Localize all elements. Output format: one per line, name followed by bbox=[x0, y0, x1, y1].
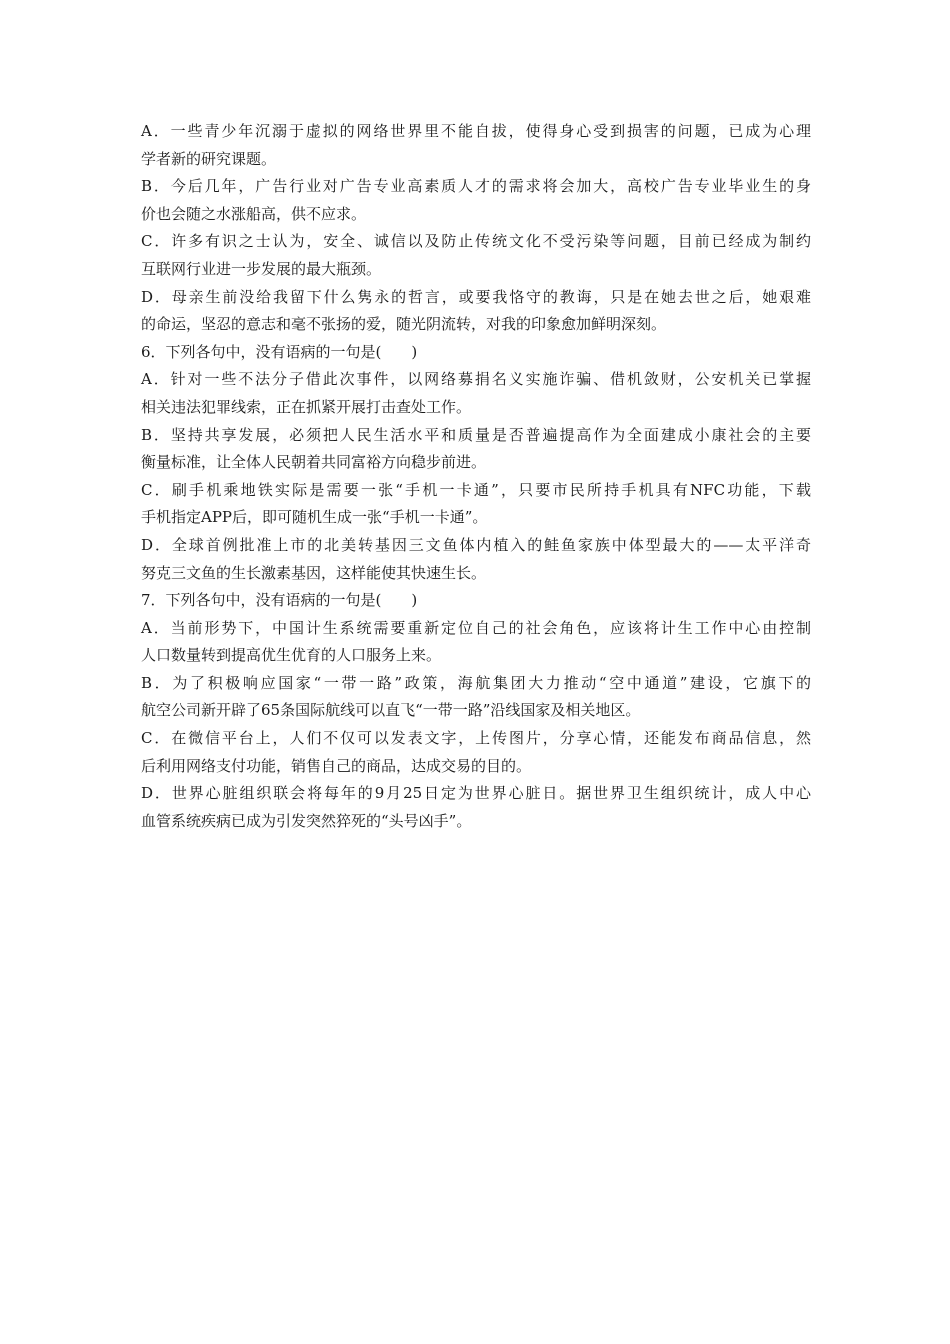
option-5c bbox=[141, 228, 811, 283]
question-7 bbox=[141, 587, 811, 615]
text-line: A．针对一些不法分子借此次事件，以网络募捐名义实施诈骗、借机敛财，公安机关已掌握 bbox=[141, 370, 811, 389]
text-line: B．坚持共享发展，必须把人民生活水平和质量是否普遍提高作为全面建成小康社会的主要 bbox=[141, 425, 811, 444]
option-6a bbox=[141, 366, 811, 421]
question-6 bbox=[141, 339, 811, 367]
option-6c bbox=[141, 477, 811, 532]
question-stem: 7．下列各句中，没有语病的一句是( ) bbox=[141, 591, 418, 610]
text-line: 的命运，坚忍的意志和毫不张扬的爱，随光阴流转，对我的印象愈加鲜明深刻。 bbox=[141, 315, 667, 334]
text-line: 相关违法犯罪线索，正在抓紧开展打击查处工作。 bbox=[141, 397, 472, 416]
option-6b bbox=[141, 422, 811, 477]
text-line: 人口数量转到提高优生优育的人口服务上来。 bbox=[141, 646, 442, 665]
text-line: 手机指定APP后，即可随机生成一张“手机一卡通”。 bbox=[141, 508, 488, 527]
option-5a bbox=[141, 118, 811, 173]
option-6d bbox=[141, 532, 811, 587]
text-line: 价也会随之水涨船高，供不应求。 bbox=[141, 204, 367, 223]
option-7b bbox=[141, 670, 811, 725]
text-line: A．一些青少年沉溺于虚拟的网络世界里不能自拔，使得身心受到损害的问题，已成为心理 bbox=[141, 122, 811, 140]
text-line: B．为了积极响应国家“一带一路”政策，海航集团大力推动“空中通道”建设，它旗下的 bbox=[141, 673, 811, 692]
option-7a bbox=[141, 615, 811, 670]
text-line: 努克三文鱼的生长激素基因，这样能使其快速生长。 bbox=[141, 563, 487, 582]
text-line: 互联网行业进一步发展的最大瓶颈。 bbox=[141, 259, 382, 278]
option-5b bbox=[141, 173, 811, 228]
text-line: C．在微信平台上，人们不仅可以发表文字，上传图片，分享心情，还能发布商品信息，然 bbox=[141, 729, 811, 748]
text-line: 航空公司新开辟了65条国际航线可以直飞“一带一路”沿线国家及相关地区。 bbox=[141, 701, 641, 720]
text-line: B．今后几年，广告行业对广告专业高素质人才的需求将会加大，高校广告专业毕业生的身 bbox=[141, 177, 811, 196]
text-line: D．母亲生前没给我留下什么隽永的哲言，或要我恪守的教诲，只是在她去世之后，她艰难 bbox=[141, 287, 811, 306]
text-line: 后利用网络支付功能，销售自己的商品，达成交易的目的。 bbox=[141, 756, 532, 775]
text-line: C．刷手机乘地铁实际是需要一张“手机一卡通”，只要市民所持手机具有NFC功能，下载 bbox=[141, 480, 811, 499]
text-line: A．当前形势下，中国计生系统需要重新定位自己的社会角色，应该将计生工作中心由控制 bbox=[141, 618, 811, 637]
text-line: D．世界心脏组织联会将每年的9月25日定为世界心脏日。据世界卫生组织统计，成人中心 bbox=[141, 784, 811, 803]
text-line: 衡量标准，让全体人民朝着共同富裕方向稳步前进。 bbox=[141, 453, 487, 472]
question-stem: 6．下列各句中，没有语病的一句是( ) bbox=[141, 342, 418, 361]
option-7d bbox=[141, 780, 811, 835]
option-5d bbox=[141, 284, 811, 339]
option-7c bbox=[141, 725, 811, 780]
document-body bbox=[141, 118, 811, 835]
text-line: D．全球首例批准上市的北美转基因三文鱼体内植入的鲑鱼家族中体型最大的——太平洋奇 bbox=[141, 535, 811, 554]
text-line: C．许多有识之士认为，安全、诚信以及防止传统文化不受污染等问题，目前已经成为制约 bbox=[141, 232, 811, 251]
text-line: 血管系统疾病已成为引发突然猝死的“头号凶手”。 bbox=[141, 811, 472, 830]
text-line: 学者新的研究课题。 bbox=[141, 149, 277, 168]
